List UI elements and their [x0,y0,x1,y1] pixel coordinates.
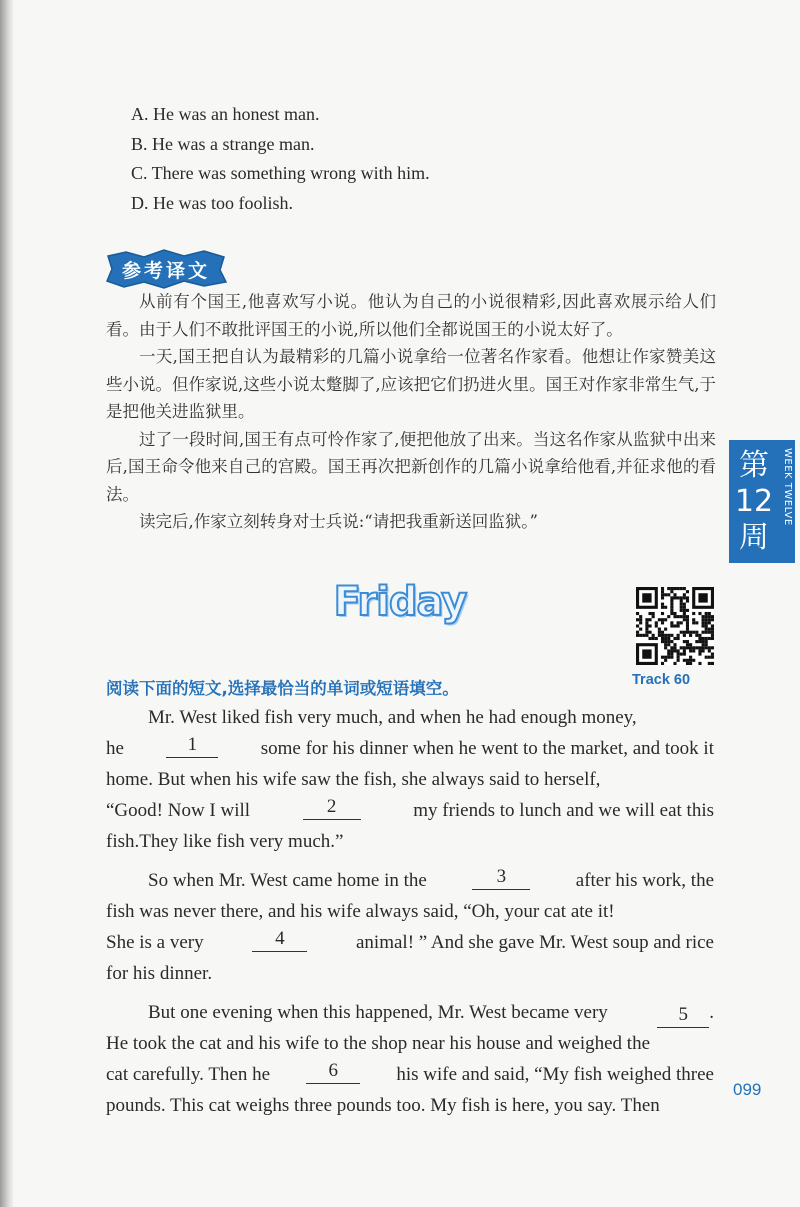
passage-line: he 1 some for his dinner when he went to the market, and took it [106,734,714,759]
passage-paragraph [106,702,714,857]
passage-line: Mr. West liked fish very much, and when he had enough money, [148,707,637,728]
answer-options [131,100,430,218]
passage-paragraph [106,997,714,1121]
section-title: Friday [333,579,467,625]
translation-text [106,288,716,536]
blank-2: 2 [303,795,361,820]
blank-3: 3 [472,865,530,890]
translation-paragraph: 从前有个国王,他喜欢写小说。他认为自己的小说很精彩,因此喜欢展示给人们看。由于人们不敢批评国王的小说,所以他们全都说国王的小说太好了。 [106,292,716,339]
passage-line: fish was never there, and his wife always said, “Oh, your cat ate it! [106,901,615,922]
page-binding-edge [0,0,14,1207]
passage-line: “Good! Now I will 2 my friends to lunch and we will eat this [106,796,714,821]
blank-5: 5 [657,1003,709,1028]
week-tab-english: WEEK TWELVE [782,448,793,526]
passage-line: He took the cat and his wife to the shop near his house and weighed the [106,1033,650,1054]
option-c: C. There was something wrong with him. [131,163,430,183]
blank-6: 6 [306,1059,360,1084]
week-tab-chinese: 第12周 [734,448,774,555]
translation-paragraph: 过了一段时间,国王有点可怜作家了,便把他放了出来。当这名作家从监狱中出来后,国王命令他来自己的宫殿。国王再次把新创作的几篇小说拿给他看,并征求他的看法。 [106,429,716,504]
passage-line: for his dinner. [106,963,213,984]
translation-paragraph: 读完后,作家立刻转身对士兵说:“请把我重新送回监狱。” [139,512,538,531]
passage-line: home. But when his wife saw the fish, she always said to herself, [106,769,601,790]
passage-line: But one evening when this happened, Mr. West became very 5 . [106,997,714,1028]
passage-line: So when Mr. West came home in the 3 after his work, the [148,866,714,891]
cloze-passage [106,702,714,1129]
reference-translation-badge [104,248,228,290]
option-d: D. He was too foolish. [131,192,293,213]
passage-line: She is a very 4 animal! ” And she gave Mr. West soup and rice [106,928,714,953]
track-label: Track 60 [632,672,691,688]
option-b: B. He was a strange man. [131,133,315,154]
badge-label: 参考译文 [121,259,210,282]
exercise-instruction: 阅读下面的短文,选择最恰当的单词或短语填空。 [106,679,459,698]
passage-paragraph [106,865,714,989]
passage-line: cat carefully. Then he 6 his wife and said, “My fish weighed three [106,1060,714,1085]
blank-4: 4 [252,927,307,952]
page-number: 099 [733,1080,762,1099]
translation-paragraph: 一天,国王把自认为最精彩的几篇小说拿给一位著名作家看。他想让作家赞美这些小说。但作家说,这些小说太蹩脚了,应该把它们扔进火里。国王对作家非常生气,于是把他关进监狱里。 [106,347,716,421]
passage-line: fish.They like fish very much.” [106,831,344,852]
option-a: A. He was an honest man. [131,104,320,124]
passage-line: pounds. This cat weighs three pounds too. My fish is here, you say. Then [106,1095,660,1116]
qr-code-icon [636,587,714,665]
blank-1: 1 [166,733,218,758]
week-tab [729,440,795,563]
